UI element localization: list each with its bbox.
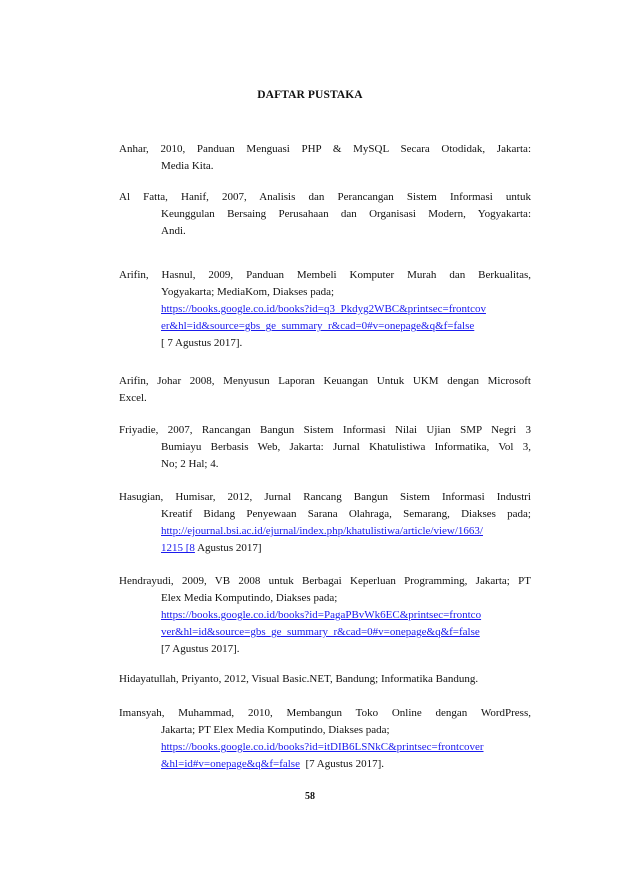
reference-entry — [119, 267, 531, 352]
entry-line: Excel. — [119, 392, 147, 404]
entry-access-date: [7 Agustus 2017]. — [161, 643, 240, 655]
entry-line: Hasugian, Humisar, 2012, Jurnal Rancang Bangun Sistem Informasi Industri — [119, 491, 531, 503]
entry-line: Yogyakarta; MediaKom, Diakses pada; — [161, 286, 335, 298]
reference-link[interactable]: &hl=id#v=onepage&q&f=false — [161, 758, 300, 770]
entry-access-date: [ 7 Agustus 2017]. — [161, 337, 243, 349]
page-title: DAFTAR PUSTAKA — [257, 89, 363, 101]
entry-line: Friyadie, 2007, Rancangan Bangun Sistem Informasi Nilai Ujian SMP Negri 3 — [119, 424, 531, 436]
reference-link[interactable]: ver&hl=id&source=gbs_ge_summary_r&cad=0#v=onepage&q&f=false — [161, 626, 480, 638]
reference-entry — [119, 422, 531, 473]
entry-line: Jakarta; PT Elex Media Komputindo, Diakses pada; — [161, 724, 390, 736]
reference-entry — [119, 671, 531, 688]
reference-link[interactable]: http://ejournal.bsi.ac.id/ejurnal/index.php/khatulistiwa/article/view/1663/ — [161, 525, 483, 537]
entry-access-date: Agustus 2017] — [194, 542, 262, 554]
reference-entry — [119, 189, 531, 240]
entry-line: Arifin, Johar 2008, Menyusun Laporan Keuangan Untuk UKM dengan Microsoft — [119, 375, 531, 387]
entry-line: Anhar, 2010, Panduan Menguasi PHP & MySQL Secara Otodidak, Jakarta: — [119, 143, 531, 155]
reference-link[interactable]: 1215 [8 — [161, 542, 195, 554]
entry-line: Elex Media Komputindo, Diakses pada; — [161, 592, 338, 604]
entry-line: Hendrayudi, 2009, VB 2008 untuk Berbagai Keperluan Programming, Jakarta; PT — [119, 575, 531, 587]
entry-line: Al Fatta, Hanif, 2007, Analisis dan Perancangan Sistem Informasi untuk — [119, 191, 531, 203]
reference-link[interactable]: er&hl=id&source=gbs_ge_summary_r&cad=0#v=onepage&q&f=false — [161, 320, 475, 332]
entry-line: Bumiayu Berbasis Web, Jakarta: Jurnal Khatulistiwa Informatika, Vol 3, — [161, 441, 531, 453]
entry-line: No; 2 Hal; 4. — [161, 458, 219, 470]
reference-entry — [119, 573, 531, 658]
entry-line: Kreatif Bidang Penyewaan Sarana Olahraga, Semarang, Diakses pada; — [161, 508, 531, 520]
entry-line: Media Kita. — [161, 160, 214, 172]
entry-line: Imansyah, Muhammad, 2010, Membangun Toko Online dengan WordPress, — [119, 707, 531, 719]
reference-entry — [119, 141, 531, 175]
entry-line: Keunggulan Bersaing Perusahaan dan Organisasi Modern, Yogyakarta: — [161, 208, 531, 220]
reference-link[interactable]: https://books.google.co.id/books?id=q3_Pkdyg2WBC&printsec=frontcov — [161, 303, 486, 315]
reference-entry — [119, 373, 531, 407]
reference-entry — [119, 489, 531, 557]
reference-link[interactable]: https://books.google.co.id/books?id=itDIB6LSNkC&printsec=frontcover — [161, 741, 484, 753]
entry-line: Andi. — [161, 225, 186, 237]
entry-line: Hidayatullah, Priyanto, 2012, Visual Basic.NET, Bandung; Informatika Bandung. — [119, 673, 479, 685]
entry-access-date: [7 Agustus 2017]. — [299, 758, 384, 770]
page-number: 58 — [305, 791, 315, 802]
reference-entry — [119, 705, 531, 773]
reference-link[interactable]: https://books.google.co.id/books?id=PagaPBvWk6EC&printsec=frontco — [161, 609, 482, 621]
entry-line: Arifin, Hasnul, 2009, Panduan Membeli Komputer Murah dan Berkualitas, — [119, 269, 531, 281]
